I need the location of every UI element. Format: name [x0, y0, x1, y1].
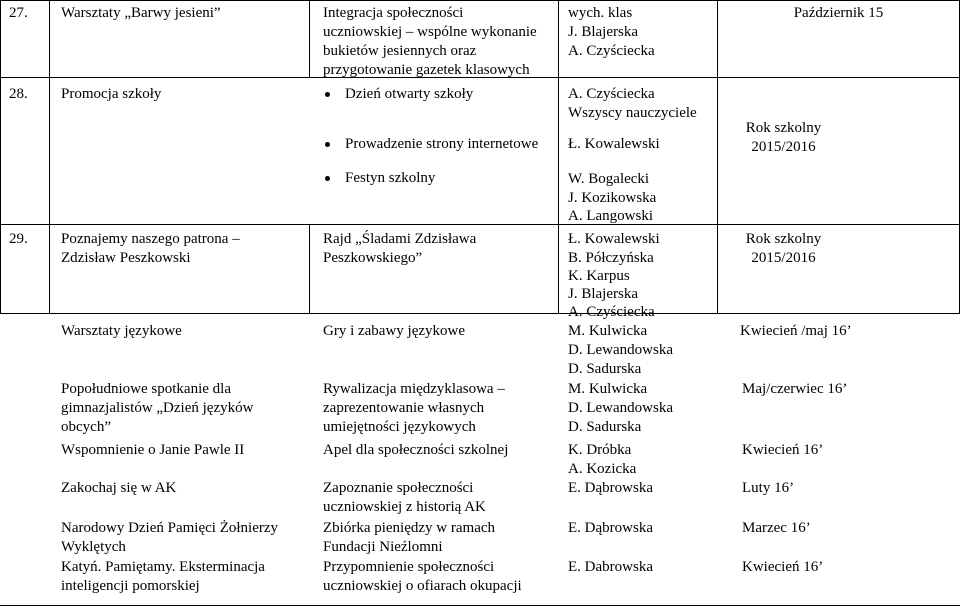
activity-description-line: Integracja społeczności: [323, 5, 464, 21]
activity-date: Rok szkolny: [745, 231, 822, 247]
activity-date: Kwiecień 16’: [742, 559, 824, 575]
activity-description-line: Peszkowskiego”: [323, 250, 423, 266]
activity-title: inteligencji pomorskiej: [61, 578, 200, 594]
activity-description-line: uczniowskiej o ofiarach okupacji: [323, 578, 522, 594]
responsible-person: E. Dabrowska: [568, 559, 653, 575]
activity-title: obcych”: [61, 419, 111, 435]
responsible-person: M. Kulwicka: [568, 381, 648, 397]
activity-date: 2015/2016: [751, 250, 816, 266]
responsible-person: B. Półczyńska: [568, 250, 654, 266]
activity-description-line: Apel dla społeczności szkolnej: [323, 442, 509, 458]
activity-description-line: Zbiórka pieniędzy w ramach: [323, 520, 496, 536]
column-divider: [558, 0, 559, 313]
activity-description-line: przygotowanie gazetek klasowych: [323, 62, 530, 78]
activity-description-line: zaprezentowanie własnych: [323, 400, 485, 416]
column-divider: [49, 0, 50, 313]
activity-description-line: umiejętności językowych: [323, 419, 476, 435]
activity-title: Promocja szkoły: [61, 86, 162, 102]
column-divider: [0, 0, 1, 313]
responsible-person: Wszyscy nauczyciele: [568, 105, 697, 121]
responsible-person: E. Dąbrowska: [568, 520, 653, 536]
activity-description-line: Fundacji Nieźlomni: [323, 539, 443, 555]
activity-title: Poznajemy naszego patrona –: [61, 231, 240, 247]
activity-description-line: uczniowskiej z historią AK: [323, 499, 486, 515]
activity-date: Maj/czerwiec 16’: [742, 381, 848, 397]
activity-title: Wspomnienie o Janie Pawle II: [61, 442, 245, 458]
responsible-person: wych. klas: [568, 5, 633, 21]
responsible-person: A. Langowski: [568, 208, 653, 224]
table-border-top: [0, 0, 960, 1]
activity-title: Zakochaj się w AK: [61, 480, 177, 496]
row-divider: [0, 224, 960, 225]
row-number: 27.: [9, 5, 28, 21]
activity-title: Katyń. Pamiętamy. Eksterminacja: [61, 559, 265, 575]
activity-title: Warsztaty „Barwy jesieni”: [61, 5, 221, 21]
bullet-icon: [325, 176, 330, 181]
activity-title: gimnazjalistów „Dzień języków: [61, 400, 254, 416]
activity-date: Rok szkolny: [745, 120, 822, 136]
row-number: 29.: [9, 231, 28, 247]
responsible-person: M. Kulwicka: [568, 323, 648, 339]
bullet-icon: [325, 142, 330, 147]
activity-title: Zdzisław Peszkowski: [61, 250, 191, 266]
activity-description-line: Gry i zabawy językowe: [323, 323, 466, 339]
responsible-person: A. Kozicka: [568, 461, 637, 477]
responsible-person: K. Karpus: [568, 268, 630, 284]
bullet-icon: [325, 92, 330, 97]
responsible-person: D. Sadurska: [568, 419, 642, 435]
responsible-person: D. Lewandowska: [568, 400, 673, 416]
activity-title: Narodowy Dzień Pamięci Żołnierzy: [61, 520, 279, 536]
activity-date: Październik 15: [793, 5, 884, 21]
responsible-person: K. Dróbka: [568, 442, 632, 458]
responsible-person: A. Czyściecka: [568, 43, 655, 59]
activity-bullet-item: Prowadzenie strony internetowe: [345, 136, 539, 152]
activity-date: Kwiecień /maj 16’: [740, 323, 852, 339]
activity-title: Warsztaty językowe: [61, 323, 182, 339]
activity-title: Popołudniowe spotkanie dla: [61, 381, 231, 397]
responsible-person: J. Blajerska: [568, 24, 638, 40]
activity-title: Wyklętych: [61, 539, 126, 555]
activity-description-line: Zapoznanie społeczności: [323, 480, 474, 496]
activity-bullet-item: Dzień otwarty szkoły: [345, 86, 474, 102]
column-divider: [309, 224, 310, 313]
activity-description-line: Rywalizacja międzyklasowa –: [323, 381, 505, 397]
responsible-person: A. Czyściecka: [568, 86, 655, 102]
activity-date: 2015/2016: [751, 139, 816, 155]
responsible-person: J. Kozikowska: [568, 190, 657, 206]
row-number: 28.: [9, 86, 28, 102]
responsible-person: E. Dąbrowska: [568, 480, 653, 496]
activity-description-line: Przypomnienie społeczności: [323, 559, 495, 575]
responsible-person: Ł. Kowalewski: [568, 231, 660, 247]
activity-date: Marzec 16’: [742, 520, 811, 536]
activity-date: Luty 16’: [742, 480, 795, 496]
row-divider: [0, 313, 960, 314]
responsible-person: D. Lewandowska: [568, 342, 673, 358]
activity-description-line: bukietów jesiennych oraz: [323, 43, 477, 59]
responsible-person: Ł. Kowalewski: [568, 136, 660, 152]
responsible-person: A. Czyściecka: [568, 304, 655, 320]
activity-bullet-item: Festyn szkolny: [345, 170, 436, 186]
column-divider: [309, 0, 310, 77]
activity-description-line: uczniowskiej – wspólne wykonanie: [323, 24, 537, 40]
responsible-person: W. Bogalecki: [568, 171, 650, 187]
activity-description-line: Rajd „Śladami Zdzisława: [323, 231, 477, 247]
activity-date: Kwiecień 16’: [742, 442, 824, 458]
responsible-person: D. Sadurska: [568, 361, 642, 377]
responsible-person: J. Blajerska: [568, 286, 638, 302]
